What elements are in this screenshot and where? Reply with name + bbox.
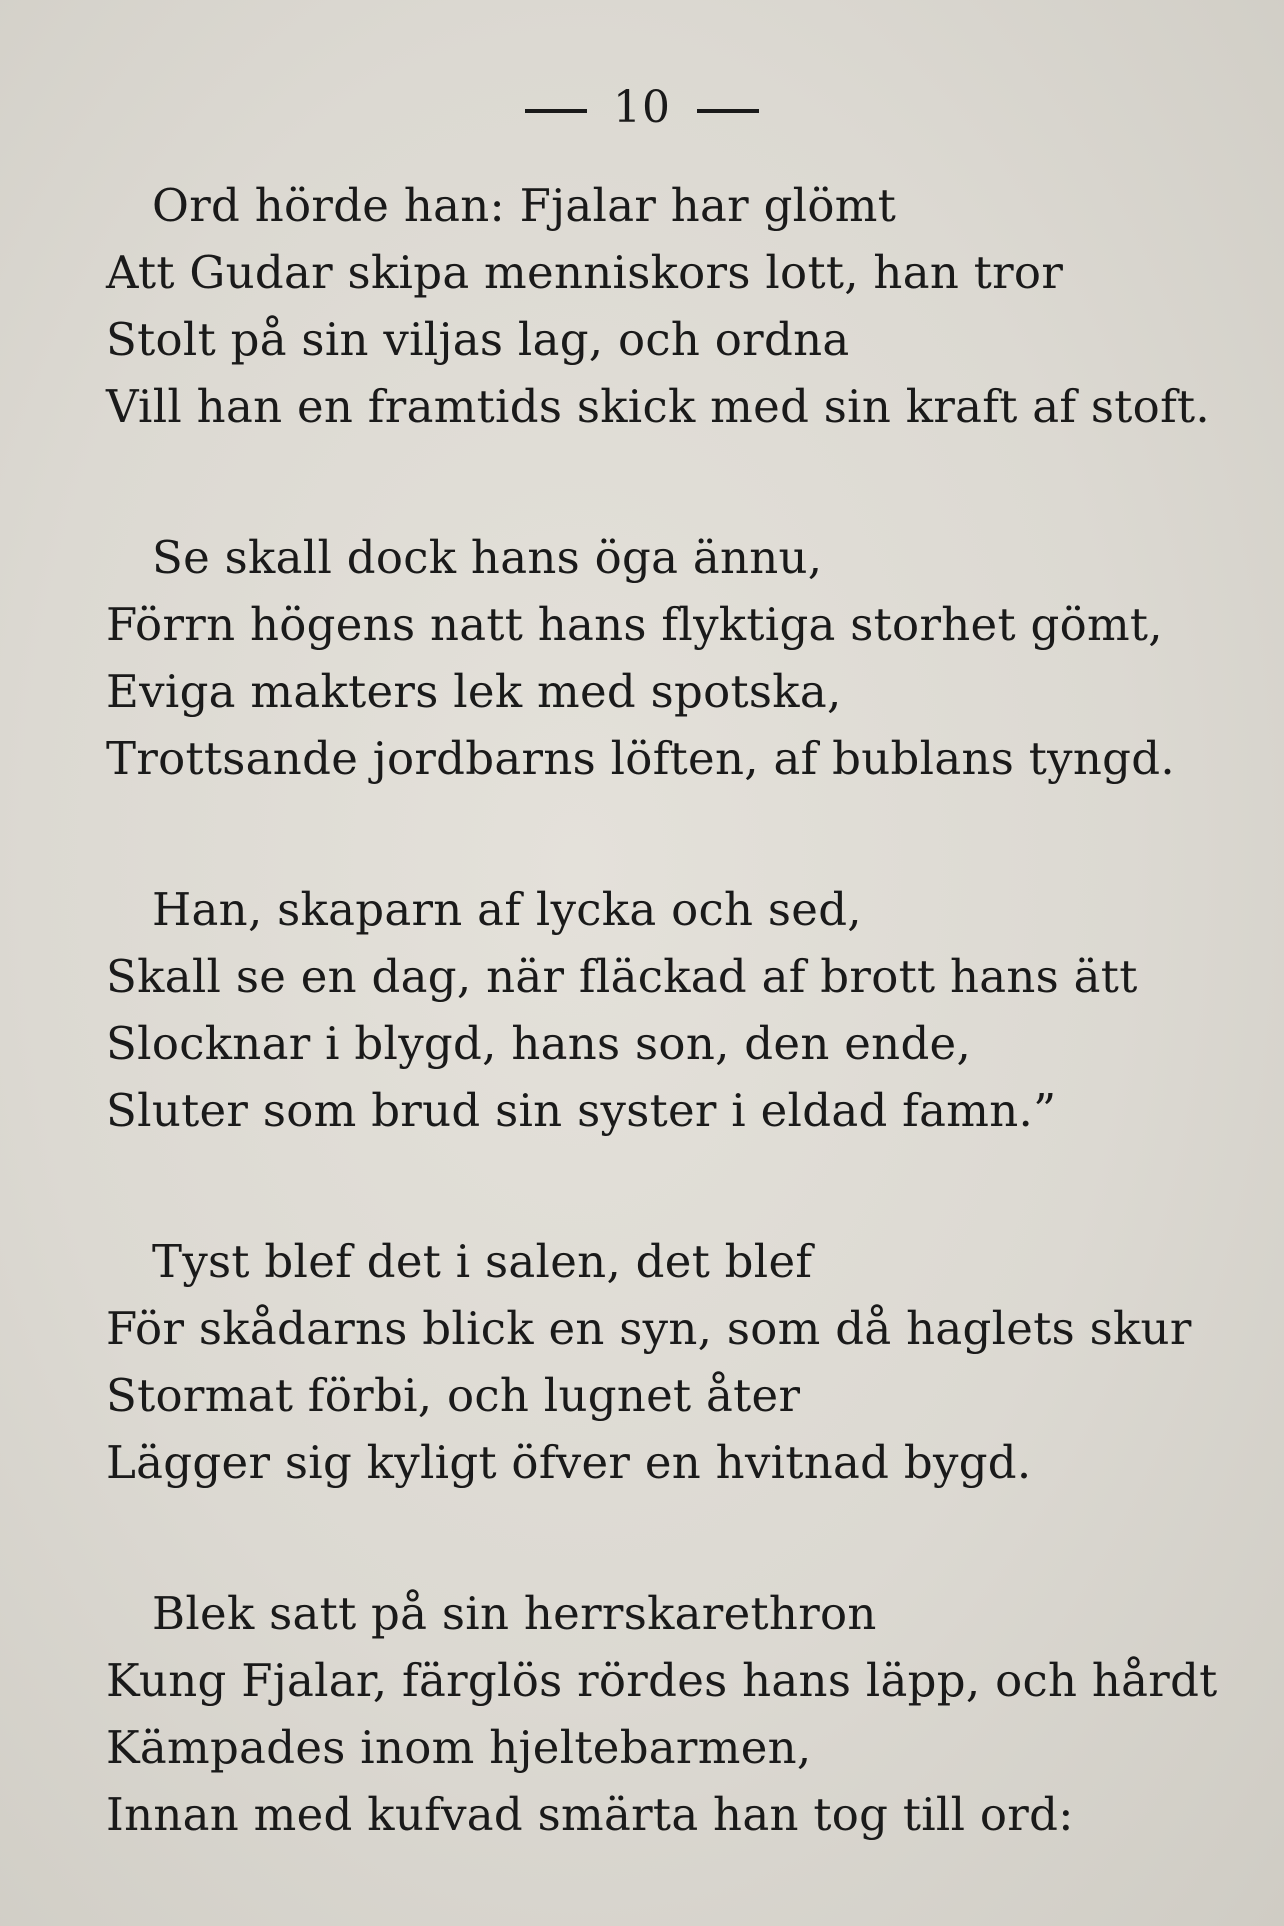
poem-line: Stolt på sin viljas lag, och ordna	[106, 313, 850, 366]
poem-line: Eviga makters lek med spotska,	[106, 665, 842, 718]
poem-line: Lägger sig kyligt öfver en hvitnad bygd.	[106, 1436, 1032, 1489]
poem-line: Trottsande jordbarns löften, af bublans tyngd.	[106, 732, 1175, 785]
stanza	[106, 876, 1186, 1144]
poem-line: Ord hörde han: Fjalar har glömt	[152, 179, 897, 232]
poem-line: Slocknar i blygd, hans son, den ende,	[106, 1017, 972, 1070]
poem-line: Förrn högens natt hans flyktiga storhet gömt,	[106, 598, 1163, 651]
poem-line: Innan med kufvad smärta han tog till ord:	[106, 1788, 1074, 1841]
poem-line: Kämpades inom hjeltebarmen,	[106, 1721, 812, 1774]
poem-line: Vill han en framtids skick med sin kraft af stoft.	[106, 380, 1211, 433]
header-dash-left	[525, 109, 587, 113]
poem-line: Sluter som brud sin syster i eldad famn.”	[106, 1084, 1057, 1137]
stanza	[106, 524, 1186, 792]
header-dash-right	[697, 109, 759, 113]
poem-line: Att Gudar skipa menniskors lott, han tror	[106, 246, 1064, 299]
poem-line: För skådarns blick en syn, som då haglets skur	[106, 1302, 1192, 1355]
page-header	[0, 78, 1284, 138]
poem-line: Stormat förbi, och lugnet åter	[106, 1369, 801, 1422]
poem-line: Tyst blef det i salen, det blef	[152, 1235, 813, 1288]
stanza	[106, 1228, 1192, 1496]
page-number: 10	[613, 82, 671, 133]
poem-line: Kung Fjalar, färglös rördes hans läpp, och hårdt	[106, 1654, 1218, 1707]
poem-line: Se skall dock hans öga ännu,	[152, 531, 823, 584]
poem-line: Han, skaparn af lycka och sed,	[152, 883, 862, 936]
poem-line: Skall se en dag, när fläckad af brott hans ätt	[106, 950, 1138, 1003]
poem-line: Blek satt på sin herrskarethron	[152, 1587, 877, 1640]
poem-text	[106, 172, 1218, 1926]
stanza	[106, 172, 1211, 440]
stanza	[106, 1580, 1218, 1848]
